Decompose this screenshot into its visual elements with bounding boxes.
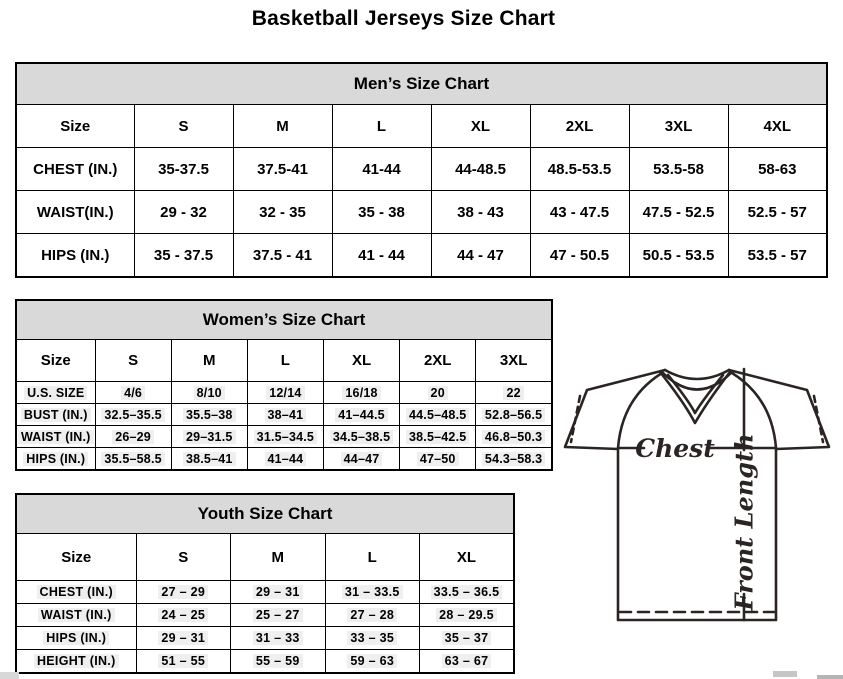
table-row [16,581,514,604]
capture-artifact [817,675,843,679]
table-row [16,191,827,234]
row-label: HEIGHT (IN.) [16,650,136,674]
value-cell: 32 - 35 [233,191,332,234]
value-cell: 41-44 [332,148,431,191]
header-cell: Size [16,105,134,148]
capture-artifact [773,671,797,677]
value-cell: 48.5-53.5 [530,148,629,191]
value-cell: 27 – 28 [325,604,420,627]
value-cell: 41–44.5 [323,404,399,426]
chest-label: Chest [635,434,715,463]
row-label: BUST (IN.) [16,404,95,426]
row-label: HIPS (IN.) [16,234,134,278]
table-row [16,234,827,278]
header-cell: 2XL [400,340,476,382]
value-cell: 54.3–58.3 [476,448,552,471]
header-cell: S [134,105,233,148]
value-cell: 38.5–42.5 [400,426,476,448]
value-cell: 31 – 33.5 [325,581,420,604]
header-cell: XL [323,340,399,382]
table-row [16,494,514,534]
table-row [16,404,552,426]
value-cell: 12/14 [247,382,323,404]
value-cell: 52.8–56.5 [476,404,552,426]
value-cell: 47.5 - 52.5 [629,191,728,234]
right-cuff-dashed-line [814,396,823,442]
value-cell: 53.5 - 57 [728,234,827,278]
row-label: CHEST (IN.) [16,581,136,604]
header-cell: L [332,105,431,148]
row-label: WAIST (IN.) [16,604,136,627]
table-row [16,650,514,674]
value-cell: 35 – 37 [420,627,515,650]
value-cell: 29–31.5 [171,426,247,448]
value-cell: 32.5–35.5 [95,404,171,426]
header-cell: XL [420,534,515,581]
value-cell: 51 – 55 [136,650,231,674]
value-cell: 50.5 - 53.5 [629,234,728,278]
value-cell: 29 – 31 [231,581,326,604]
jersey-measurement-diagram [556,360,843,626]
womens-table-title: Women’s Size Chart [16,300,552,340]
value-cell: 33 – 35 [325,627,420,650]
mens-size-table [15,62,828,278]
value-cell: 35 - 38 [332,191,431,234]
table-row [16,382,552,404]
header-cell: M [171,340,247,382]
page-title: Basketball Jerseys Size Chart [251,7,556,30]
value-cell: 22 [476,382,552,404]
header-cell: L [325,534,420,581]
value-cell: 43 - 47.5 [530,191,629,234]
mens-table-title: Men’s Size Chart [16,63,827,105]
value-cell: 44–47 [323,448,399,471]
row-label: HIPS (IN.) [16,448,95,471]
header-cell: M [233,105,332,148]
youth-table-title: Youth Size Chart [16,494,514,534]
header-cell: XL [431,105,530,148]
value-cell: 38 - 43 [431,191,530,234]
value-cell: 35 - 37.5 [134,234,233,278]
row-label: U.S. SIZE [16,382,95,404]
front-length-label: Front Length [729,433,759,611]
header-cell: 2XL [530,105,629,148]
value-cell: 34.5–38.5 [323,426,399,448]
value-cell: 41–44 [247,448,323,471]
value-cell: 8/10 [171,382,247,404]
capture-artifact [0,672,19,679]
value-cell: 46.8–50.3 [476,426,552,448]
value-cell: 24 – 25 [136,604,231,627]
value-cell: 27 – 29 [136,581,231,604]
header-cell: Size [16,340,95,382]
value-cell: 4/6 [95,382,171,404]
value-cell: 47–50 [400,448,476,471]
value-cell: 38.5–41 [171,448,247,471]
header-cell: L [247,340,323,382]
value-cell: 37.5-41 [233,148,332,191]
value-cell: 55 – 59 [231,650,326,674]
value-cell: 26–29 [95,426,171,448]
value-cell: 47 - 50.5 [530,234,629,278]
value-cell: 44.5–48.5 [400,404,476,426]
value-cell: 53.5-58 [629,148,728,191]
value-cell: 29 – 31 [136,627,231,650]
table-row [16,300,552,340]
value-cell: 58-63 [728,148,827,191]
table-row [16,105,827,148]
header-cell: 3XL [629,105,728,148]
header-cell: 4XL [728,105,827,148]
youth-size-table [15,493,515,674]
table-row [16,604,514,627]
left-cuff-dashed-line [571,396,580,442]
value-cell: 52.5 - 57 [728,191,827,234]
value-cell: 28 – 29.5 [420,604,515,627]
value-cell: 37.5 - 41 [233,234,332,278]
row-label: WAIST (IN.) [16,426,95,448]
value-cell: 29 - 32 [134,191,233,234]
row-label: CHEST (IN.) [16,148,134,191]
value-cell: 31.5–34.5 [247,426,323,448]
table-row [16,148,827,191]
header-cell: S [136,534,231,581]
value-cell: 33.5 – 36.5 [420,581,515,604]
value-cell: 35-37.5 [134,148,233,191]
header-cell: 3XL [476,340,552,382]
table-row [16,534,514,581]
value-cell: 44-48.5 [431,148,530,191]
value-cell: 38–41 [247,404,323,426]
value-cell: 41 - 44 [332,234,431,278]
table-row [16,426,552,448]
table-row [16,63,827,105]
table-row [16,340,552,382]
table-row [16,448,552,471]
header-cell: M [231,534,326,581]
value-cell: 20 [400,382,476,404]
value-cell: 25 – 27 [231,604,326,627]
row-label: WAIST(IN.) [16,191,134,234]
table-row [16,627,514,650]
value-cell: 35.5–38 [171,404,247,426]
row-label: HIPS (IN.) [16,627,136,650]
value-cell: 31 – 33 [231,627,326,650]
value-cell: 59 – 63 [325,650,420,674]
header-cell: Size [16,534,136,581]
value-cell: 44 - 47 [431,234,530,278]
value-cell: 16/18 [323,382,399,404]
value-cell: 35.5–58.5 [95,448,171,471]
womens-size-table [15,299,553,471]
header-cell: S [95,340,171,382]
value-cell: 63 – 67 [420,650,515,674]
